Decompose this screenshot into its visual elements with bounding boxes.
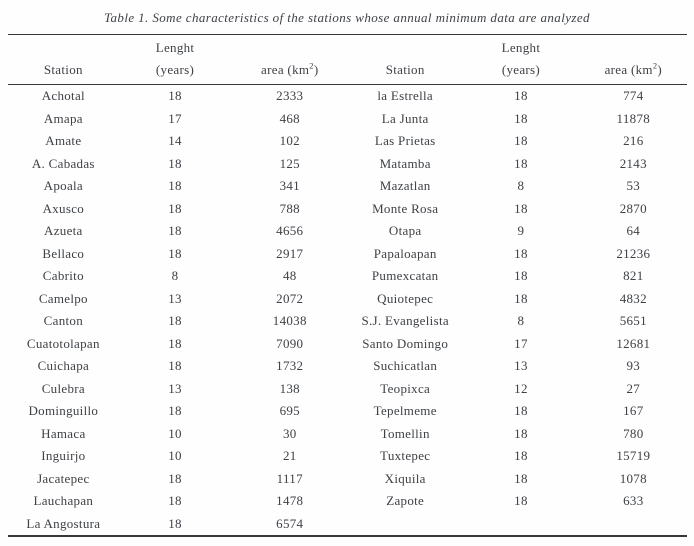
station-cell: Camelpo (38, 290, 88, 306)
station-cell (348, 513, 462, 536)
station-cell: Pumexcatan (371, 268, 439, 283)
table-caption: Table 1. Some characteristics of the stations whose annual minimum data are analyzed (104, 10, 590, 25)
length-cell: 18 (168, 470, 182, 486)
area-cell: 4832 (619, 290, 647, 306)
length-cell: 13 (514, 358, 528, 373)
station-cell: Hamaca (41, 425, 86, 441)
station-cell: Tepelmeme (373, 403, 437, 418)
area-cell: 774 (623, 88, 644, 103)
length-cell: 13 (168, 380, 182, 396)
area-cell: 12681 (616, 335, 651, 351)
area-cell: 216 (623, 133, 644, 148)
length-cell: 17 (168, 110, 182, 126)
station-cell: Bellaco (42, 245, 85, 261)
length-cell: 9 (517, 223, 525, 238)
station-cell: Lauchapan (33, 493, 94, 508)
station-cell: Inguirjo (41, 448, 86, 463)
stations-table (8, 34, 687, 537)
length-cell: 18 (168, 178, 182, 193)
area-cell: 1732 (276, 358, 304, 373)
station-cell: Xiquila (384, 470, 426, 486)
area-cell: 1078 (619, 470, 647, 486)
area-cell: 27 (626, 380, 641, 396)
station-cell: Zapote (386, 493, 425, 508)
table-row (8, 243, 687, 266)
length-cell: 17 (514, 335, 528, 351)
area-cell (580, 513, 687, 536)
length-cell: 18 (514, 425, 528, 441)
area-cell: 4656 (276, 223, 304, 238)
area-cell: 167 (623, 403, 644, 418)
header-row-bottom (8, 58, 687, 84)
length-cell: 18 (168, 515, 182, 531)
area-cell: 788 (279, 200, 300, 216)
station-cell: Axusco (42, 200, 85, 216)
header-spacer (8, 38, 119, 58)
table-row (8, 288, 687, 311)
table-row (8, 130, 687, 153)
station-cell: Santo Domingo (362, 335, 449, 351)
area-cell: 2072 (276, 290, 304, 306)
header-station-right: Station (385, 62, 425, 77)
area-cell: 102 (279, 133, 300, 148)
length-cell: 10 (168, 425, 182, 441)
length-cell: 18 (168, 335, 182, 351)
header-spacer (348, 38, 462, 58)
length-cell: 18 (514, 290, 528, 306)
area-cell: 48 (282, 268, 297, 283)
station-cell: Monte Rosa (372, 200, 439, 216)
area-label-close: ) (657, 62, 663, 77)
table-row (8, 378, 687, 401)
length-cell: 18 (514, 200, 528, 216)
length-cell: 18 (168, 403, 182, 418)
area-cell: 11878 (616, 110, 651, 126)
station-cell: La Angostura (26, 515, 101, 531)
station-cell: Otapa (388, 223, 422, 238)
table-row (8, 175, 687, 198)
table-bottom-rule (8, 535, 687, 537)
length-cell (462, 513, 579, 536)
length-cell: 18 (168, 313, 182, 328)
area-cell: 21 (282, 448, 297, 463)
station-cell: Quiotepec (377, 290, 434, 306)
station-cell: La Junta (381, 110, 429, 126)
table-row (8, 220, 687, 243)
header-area-left (231, 58, 348, 81)
station-cell: Cabrito (42, 268, 84, 283)
station-cell: Achotal (41, 88, 85, 103)
station-cell: Cuichapa (37, 358, 90, 373)
length-cell: 18 (514, 493, 528, 508)
table-row (8, 310, 687, 333)
station-cell: la Estrella (377, 88, 433, 103)
area-cell: 2143 (619, 155, 647, 171)
station-cell: Tuxtepec (380, 448, 431, 463)
area-cell: 14038 (272, 313, 307, 328)
length-cell: 18 (514, 110, 528, 126)
table-row (8, 468, 687, 491)
length-cell: 18 (514, 268, 528, 283)
length-cell: 18 (514, 470, 528, 486)
area-cell: 1478 (276, 493, 304, 508)
length-cell: 18 (514, 88, 528, 103)
station-cell: A. Cabadas (31, 155, 95, 171)
header-area-right (580, 58, 687, 81)
length-cell: 18 (168, 358, 182, 373)
area-cell: 2333 (276, 88, 304, 103)
station-cell: Jacatepec (37, 470, 90, 486)
area-cell: 21236 (616, 245, 651, 261)
station-cell: Cuatotolapan (26, 335, 100, 351)
area-cell: 2917 (276, 245, 304, 261)
length-cell: 18 (514, 448, 528, 463)
length-cell: 18 (168, 245, 182, 261)
area-label-sup: 2 (309, 60, 314, 71)
length-cell: 18 (514, 155, 528, 171)
area-cell: 633 (623, 493, 644, 508)
length-cell: 18 (168, 223, 182, 238)
area-cell: 780 (623, 425, 644, 441)
table-row (8, 513, 687, 536)
length-cell: 18 (168, 200, 182, 216)
table-row (8, 490, 687, 513)
area-cell: 138 (279, 380, 300, 396)
area-cell: 821 (623, 268, 644, 283)
area-cell: 15719 (616, 448, 651, 463)
table-row (8, 400, 687, 423)
station-cell: Mazatlan (379, 178, 431, 193)
area-cell: 695 (279, 403, 300, 418)
area-cell: 64 (626, 223, 641, 238)
length-cell: 8 (517, 178, 525, 193)
length-cell: 8 (517, 313, 525, 328)
length-cell: 18 (514, 403, 528, 418)
area-cell: 93 (626, 358, 641, 373)
length-cell: 18 (514, 245, 528, 261)
table-row (8, 355, 687, 378)
table-row (8, 153, 687, 176)
header-spacer (231, 38, 348, 58)
header-row-top (8, 35, 687, 58)
area-label-close: ) (313, 62, 319, 77)
length-cell: 12 (514, 380, 528, 396)
length-cell: 18 (168, 155, 182, 171)
station-cell: Papaloapan (373, 245, 437, 261)
station-cell: Apoala (43, 178, 83, 193)
area-label-base: area (km (261, 62, 310, 77)
table-row (8, 198, 687, 221)
area-cell: 53 (626, 178, 641, 193)
station-cell: Matamba (379, 155, 431, 171)
area-cell: 125 (279, 155, 300, 171)
header-length-left-line1: Lenght (155, 40, 195, 55)
table-row (8, 423, 687, 446)
table-row (8, 333, 687, 356)
area-label-sup: 2 (652, 60, 658, 71)
table-row (8, 108, 687, 131)
area-cell: 7090 (276, 335, 304, 351)
area-cell: 2870 (619, 200, 647, 216)
station-cell: Dominguillo (28, 403, 99, 418)
header-station-left: Station (43, 62, 83, 77)
station-cell: Culebra (41, 380, 85, 396)
length-cell: 10 (168, 448, 182, 463)
length-cell: 18 (168, 493, 182, 508)
table-row (8, 445, 687, 468)
area-label-base: area (km (604, 62, 653, 77)
station-cell: Teopixca (380, 380, 431, 396)
table-row (8, 265, 687, 288)
header-length-right-line2: (years) (501, 62, 541, 77)
area-cell: 6574 (276, 515, 304, 531)
station-cell: S.J. Evangelista (361, 313, 449, 328)
station-cell: Canton (43, 313, 84, 328)
table-row (8, 85, 687, 108)
station-cell: Suchicatlan (373, 358, 438, 373)
station-cell: Amate (45, 133, 82, 148)
length-cell: 14 (168, 133, 182, 148)
table-body (8, 85, 687, 535)
header-spacer (580, 38, 687, 58)
header-length-left-line2: (years) (155, 62, 195, 77)
header-length-right-line1: Lenght (501, 40, 541, 55)
area-cell: 341 (279, 178, 300, 193)
length-cell: 18 (514, 133, 528, 148)
station-cell: Azueta (44, 223, 83, 238)
length-cell: 18 (168, 88, 182, 103)
station-cell: Las Prietas (374, 133, 436, 148)
station-cell: Amapa (43, 110, 83, 126)
area-cell: 1117 (276, 470, 303, 486)
area-cell: 5651 (619, 313, 647, 328)
area-cell: 30 (282, 425, 297, 441)
station-cell: Tomellin (380, 425, 430, 441)
length-cell: 13 (168, 290, 182, 306)
length-cell: 8 (171, 268, 179, 283)
area-cell: 468 (279, 110, 300, 126)
